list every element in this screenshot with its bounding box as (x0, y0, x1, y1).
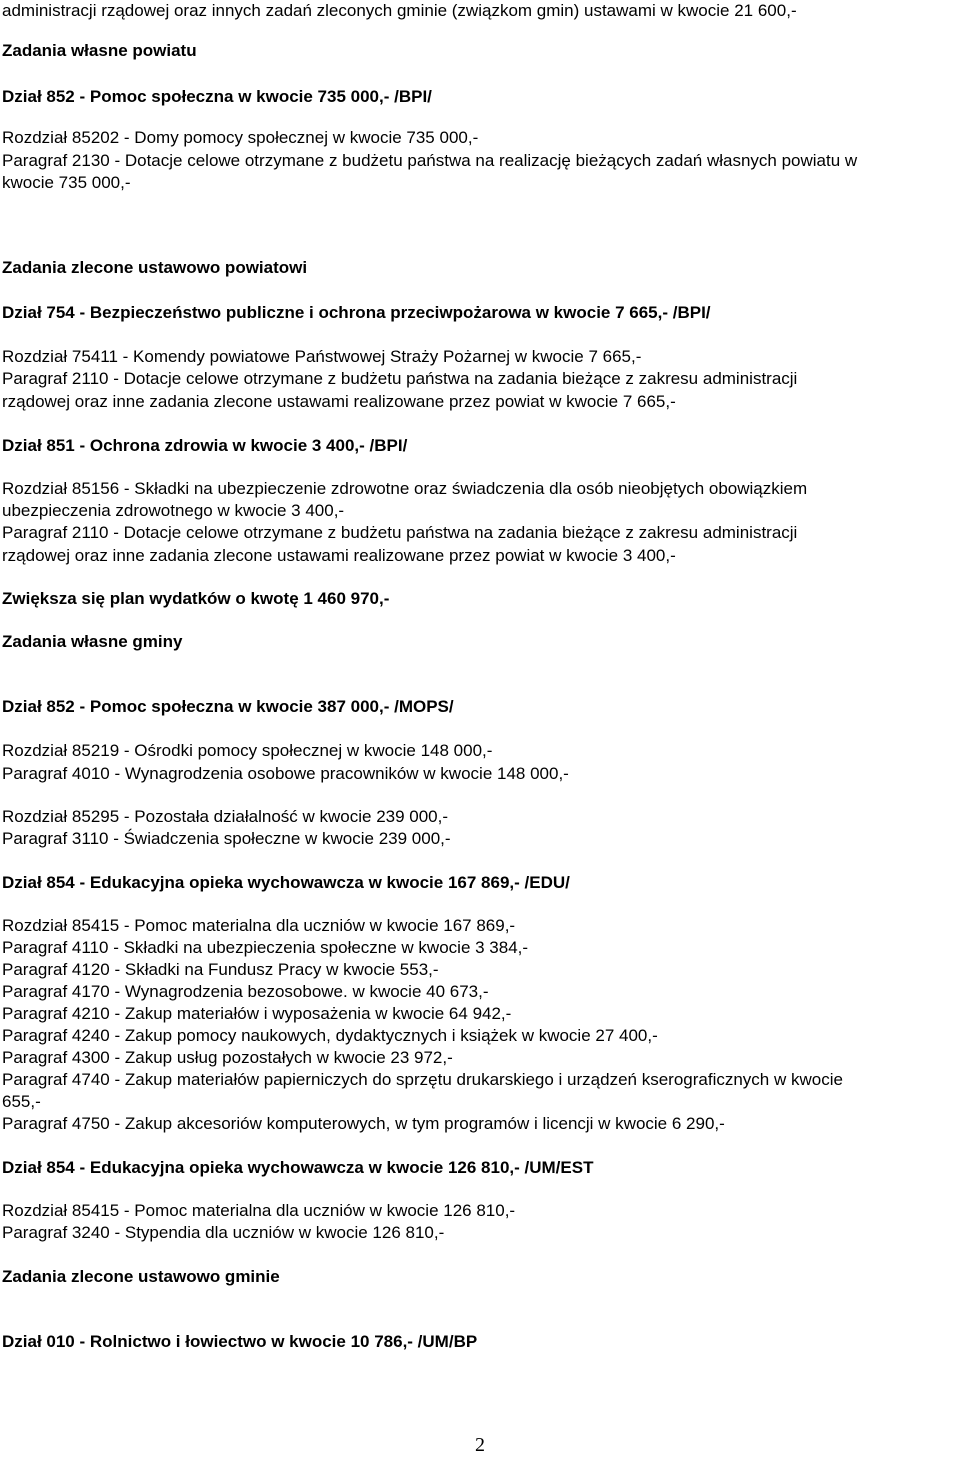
section-heading: Dział 754 - Bezpieczeństwo publiczne i ochrona przeciwpożarowa w kwocie 7 665,- /BPI/ (2, 303, 711, 322)
text-line: Paragraf 2110 - Dotacje celowe otrzymane z budżetu państwa na zadania bieżące z zakresu administracji (2, 369, 798, 388)
section-heading: Dział 854 - Edukacyjna opieka wychowawcza w kwocie 126 810,- /UM/EST (2, 1158, 594, 1177)
section-heading: Zadania własne powiatu (2, 41, 197, 60)
section-heading: Dział 852 - Pomoc społeczna w kwocie 387 000,- /MOPS/ (2, 697, 454, 716)
text-line: Rozdział 85219 - Ośrodki pomocy społecznej w kwocie 148 000,- (2, 741, 493, 760)
text-line: administracji rządowej oraz innych zadań zleconych gminie (związkom gmin) ustawami w kwocie 21 600,- (2, 1, 797, 20)
page-number: 2 (475, 1434, 485, 1456)
text-line: rządowej oraz inne zadania zlecone ustawami realizowane przez powiat w kwocie 7 665,- (2, 392, 676, 411)
text-line: Paragraf 4170 - Wynagrodzenia bezosobowe. w kwocie 40 673,- (2, 982, 489, 1001)
text-line: Paragraf 4110 - Składki na ubezpieczenia społeczne w kwocie 3 384,- (2, 938, 529, 957)
section-heading: Zadania zlecone ustawowo gminie (2, 1267, 280, 1286)
text-line: Rozdział 85295 - Pozostała działalność w kwocie 239 000,- (2, 807, 449, 826)
section-heading: Dział 010 - Rolnictwo i łowiectwo w kwocie 10 786,- /UM/BP (2, 1332, 478, 1351)
section-heading: Dział 852 - Pomoc społeczna w kwocie 735 000,- /BPI/ (2, 87, 432, 106)
text-line: Paragraf 4010 - Wynagrodzenia osobowe pracowników w kwocie 148 000,- (2, 764, 569, 783)
text-line: rządowej oraz inne zadania zlecone ustawami realizowane przez powiat w kwocie 3 400,- (2, 546, 676, 565)
text-line: Rozdział 85415 - Pomoc materialna dla uczniów w kwocie 167 869,- (2, 916, 516, 935)
text-line: kwocie 735 000,- (2, 173, 131, 192)
text-line: Paragraf 4300 - Zakup usług pozostałych w kwocie 23 972,- (2, 1048, 453, 1067)
section-heading: Dział 854 - Edukacyjna opieka wychowawcza w kwocie 167 869,- /EDU/ (2, 873, 570, 892)
section-heading: Zadania zlecone ustawowo powiatowi (2, 258, 308, 277)
text-line: 655,- (2, 1092, 41, 1111)
text-line: Paragraf 2110 - Dotacje celowe otrzymane z budżetu państwa na zadania bieżące z zakresu administracji (2, 523, 798, 542)
text-line: Rozdział 75411 - Komendy powiatowe Państwowej Straży Pożarnej w kwocie 7 665,- (2, 347, 642, 366)
text-line: Rozdział 85415 - Pomoc materialna dla uczniów w kwocie 126 810,- (2, 1201, 516, 1220)
section-heading: Zadania własne gminy (2, 632, 183, 651)
text-line: Paragraf 4210 - Zakup materiałów i wyposażenia w kwocie 64 942,- (2, 1004, 512, 1023)
text-line: Paragraf 3240 - Stypendia dla uczniów w kwocie 126 810,- (2, 1223, 445, 1242)
text-line: Paragraf 4240 - Zakup pomocy naukowych, dydaktycznych i książek w kwocie 27 400,- (2, 1026, 658, 1045)
text-line: Paragraf 4120 - Składki na Fundusz Pracy w kwocie 553,- (2, 960, 439, 979)
text-line: Paragraf 4740 - Zakup materiałów papierniczych do sprzętu drukarskiego i urządzeń kserograficznych w kwocie (2, 1070, 843, 1089)
section-heading: Zwiększa się plan wydatków o kwotę 1 460 970,- (2, 589, 390, 608)
section-heading: Dział 851 - Ochrona zdrowia w kwocie 3 400,- /BPI/ (2, 436, 408, 455)
text-line: Rozdział 85156 - Składki na ubezpieczenie zdrowotne oraz świadczenia dla osób nieobjętych obowiązkiem (2, 479, 808, 498)
text-line: Rozdział 85202 - Domy pomocy społecznej w kwocie 735 000,- (2, 128, 479, 147)
text-line: Paragraf 2130 - Dotacje celowe otrzymane z budżetu państwa na realizację bieżących zadań własnych powiatu w (2, 151, 858, 170)
text-line: ubezpieczenia zdrowotnego w kwocie 3 400,- (2, 501, 345, 520)
text-line: Paragraf 4750 - Zakup akcesoriów komputerowych, w tym programów i licencji w kwocie 6 290,- (2, 1114, 725, 1133)
text-line: Paragraf 3110 - Świadczenia społeczne w kwocie 239 000,- (2, 829, 451, 848)
